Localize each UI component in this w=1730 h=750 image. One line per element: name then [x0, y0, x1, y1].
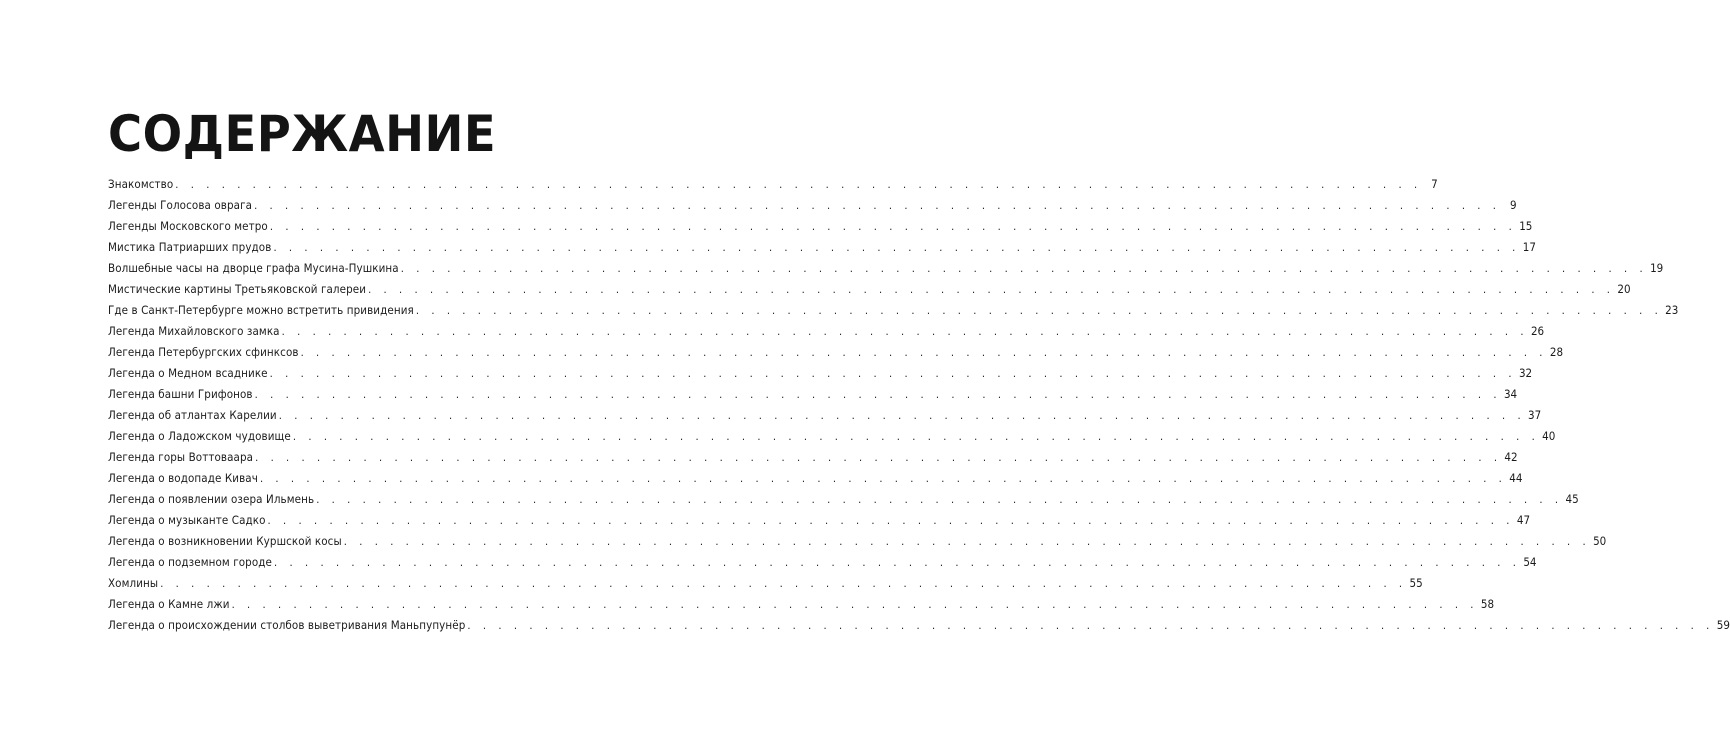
toc-dot-leader: . . . . . . . . . . . . . . . . . . . . . . . . . . . . . . . . . . . . . . . . . . . . . . . . . . . . . . . . . . . . . . . . . . . . . . . . . . . . . . . . . [368, 283, 1615, 296]
toc-entry[interactable] [108, 405, 1542, 426]
toc-entry-page-number: 9 [1509, 198, 1517, 212]
toc-dot-leader: . . . . . . . . . . . . . . . . . . . . . . . . . . . . . . . . . . . . . . . . . . . . . . . . . . . . . . . . . . . . . . . . . . . . . . . . . . . . . . . . . [274, 556, 1521, 569]
toc-entry-title: Легенда о подземном городе [108, 555, 273, 569]
toc-entry-page-number: 20 [1617, 282, 1631, 296]
toc-dot-leader: . . . . . . . . . . . . . . . . . . . . . . . . . . . . . . . . . . . . . . . . . . . . . . . . . . . . . . . . . . . . . . . . . . . . . . . . . . . . . . . . . [278, 409, 1526, 422]
toc-entry-page-number: 26 [1530, 324, 1545, 338]
toc-entry-page-number: 42 [1504, 450, 1518, 464]
toc-dot-leader: . . . . . . . . . . . . . . . . . . . . . . . . . . . . . . . . . . . . . . . . . . . . . . . . . . . . . . . . . . . . . . . . . . . . . . . . . . . . . . . . . [160, 577, 1407, 590]
toc-entry-page-number: 28 [1549, 345, 1564, 359]
toc-entry-title: Легенды Голосова оврага [108, 198, 253, 212]
toc-dot-leader: . . . . . . . . . . . . . . . . . . . . . . . . . . . . . . . . . . . . . . . . . . . . . . . . . . . . . . . . . . . . . . . . . . . . . . . . . . . . . . . . . [254, 199, 1501, 212]
toc-entry-title: Мистика Патриарших прудов [108, 240, 272, 254]
toc-entry-page-number: 19 [1650, 261, 1664, 275]
toc-entry-page-number: 45 [1565, 492, 1579, 506]
toc-entry-title: Легенда о Ладожском чудовище [108, 429, 291, 443]
toc-entry[interactable] [108, 342, 1564, 363]
toc-entry-page-number: 59 [1716, 618, 1730, 632]
toc-entry-page-number: 15 [1519, 219, 1533, 233]
toc-entry-page-number: 54 [1523, 555, 1537, 569]
toc-entry-page-number: 37 [1528, 408, 1542, 422]
toc-entry-title: Волшебные часы на дворце графа Мусина-Пушкина [108, 261, 399, 275]
toc-entry-page-number: 32 [1518, 366, 1533, 380]
toc-entry[interactable] [108, 447, 1518, 468]
toc-dot-leader: . . . . . . . . . . . . . . . . . . . . . . . . . . . . . . . . . . . . . . . . . . . . . . . . . . . . . . . . . . . . . . . . . . . . . . . . . . . . . . . . . [400, 262, 1648, 275]
toc-entry-page-number: 34 [1503, 387, 1518, 401]
toc-entry[interactable] [108, 195, 1517, 216]
toc-entry-page-number: 17 [1522, 240, 1536, 254]
toc-entry-page-number: 58 [1480, 597, 1495, 611]
toc-entry-title: Легенда о возникновении Куршской косы [108, 534, 342, 548]
toc-entry-page-number: 47 [1516, 513, 1531, 527]
toc-entry[interactable] [108, 531, 1607, 552]
toc-entry[interactable] [108, 279, 1631, 300]
toc-entry[interactable] [108, 615, 1730, 636]
toc-dot-leader: . . . . . . . . . . . . . . . . . . . . . . . . . . . . . . . . . . . . . . . . . . . . . . . . . . . . . . . . . . . . . . . . . . . . . . . . . . . . . . . . . [255, 451, 1502, 464]
toc-entry-page-number: 23 [1665, 303, 1679, 317]
toc-entry-title: Где в Санкт-Петербурге можно встретить привидения [108, 303, 414, 317]
toc-entry-title: Мистические картины Третьяковской галереи [108, 282, 367, 296]
toc-entry[interactable] [108, 573, 1423, 594]
toc-entry-page-number: 40 [1542, 429, 1556, 443]
toc-entry-title: Легенды Московского метро [108, 219, 268, 233]
toc-dot-leader: . . . . . . . . . . . . . . . . . . . . . . . . . . . . . . . . . . . . . . . . . . . . . . . . . . . . . . . . . . . . . . . . . . . . . . . . . . . . . . . . . [343, 535, 1591, 548]
toc-entry[interactable] [108, 363, 1533, 384]
toc-entry-title: Легенда о музыканте Садко [108, 513, 266, 527]
table-of-contents [108, 174, 1730, 636]
toc-entry-title: Легенда башни Грифонов [108, 387, 253, 401]
toc-entry-page-number: 50 [1593, 534, 1607, 548]
toc-entry[interactable] [108, 300, 1679, 321]
toc-entry-title: Легенда о происхождении столбов выветривания Маньпупунёр [108, 618, 466, 632]
toc-entry-title: Легенда горы Воттоваара [108, 450, 254, 464]
toc-entry[interactable] [108, 237, 1536, 258]
toc-dot-leader: . . . . . . . . . . . . . . . . . . . . . . . . . . . . . . . . . . . . . . . . . . . . . . . . . . . . . . . . . . . . . . . . . . . . . . . . . . . . . . . . . [281, 325, 1529, 338]
toc-entry-title: Легенда о Камне лжи [108, 597, 230, 611]
toc-dot-leader: . . . . . . . . . . . . . . . . . . . . . . . . . . . . . . . . . . . . . . . . . . . . . . . . . . . . . . . . . . . . . . . . . . . . . . . . . . . . . . . . . [316, 493, 1563, 506]
toc-dot-leader: . . . . . . . . . . . . . . . . . . . . . . . . . . . . . . . . . . . . . . . . . . . . . . . . . . . . . . . . . . . . . . . . . . . . . . . . . . . . . . . . . [269, 367, 1517, 380]
toc-entry-title: Легенда об атлантах Карелии [108, 408, 277, 422]
toc-dot-leader: . . . . . . . . . . . . . . . . . . . . . . . . . . . . . . . . . . . . . . . . . . . . . . . . . . . . . . . . . . . . . . . . . . . . . . . . . . . . . . . . . [269, 220, 1517, 233]
toc-entry[interactable] [108, 489, 1579, 510]
toc-entry[interactable] [108, 510, 1531, 531]
toc-entry-title: Легенда о водопаде Кивач [108, 471, 258, 485]
toc-dot-leader: . . . . . . . . . . . . . . . . . . . . . . . . . . . . . . . . . . . . . . . . . . . . . . . . . . . . . . . . . . . . . . . . . . . . . . . . . . . . . . . . . [300, 346, 1548, 359]
page-title: СОДЕРЖАНИЕ [108, 104, 497, 163]
toc-entry-title: Хомлины [108, 576, 159, 590]
toc-dot-leader: . . . . . . . . . . . . . . . . . . . . . . . . . . . . . . . . . . . . . . . . . . . . . . . . . . . . . . . . . . . . . . . . . . . . . . . . . . . . . . . . . [231, 598, 1479, 611]
toc-entry[interactable] [108, 426, 1556, 447]
toc-entry-title: Легенда Петербургских сфинксов [108, 345, 299, 359]
toc-entry-page-number: 44 [1509, 471, 1523, 485]
toc-entry-page-number: 7 [1431, 177, 1438, 191]
toc-entry[interactable] [108, 321, 1545, 342]
toc-entry[interactable] [108, 468, 1523, 489]
toc-dot-leader: . . . . . . . . . . . . . . . . . . . . . . . . . . . . . . . . . . . . . . . . . . . . . . . . . . . . . . . . . . . . . . . . . . . . . . . . . . . . . . . . . [175, 178, 1422, 191]
toc-entry-title: Знакомство [108, 177, 174, 191]
toc-entry-page-number: 55 [1409, 576, 1423, 590]
toc-dot-leader: . . . . . . . . . . . . . . . . . . . . . . . . . . . . . . . . . . . . . . . . . . . . . . . . . . . . . . . . . . . . . . . . . . . . . . . . . . . . . . . . . [254, 388, 1502, 401]
toc-entry[interactable] [108, 552, 1537, 573]
toc-entry[interactable] [108, 174, 1438, 195]
toc-dot-leader: . . . . . . . . . . . . . . . . . . . . . . . . . . . . . . . . . . . . . . . . . . . . . . . . . . . . . . . . . . . . . . . . . . . . . . . . . . . . . . . . . [467, 619, 1714, 632]
toc-entry-title: Легенда Михайловского замка [108, 324, 280, 338]
toc-entry-title: Легенда о появлении озера Ильмень [108, 492, 315, 506]
toc-entry[interactable] [108, 216, 1533, 237]
toc-dot-leader: . . . . . . . . . . . . . . . . . . . . . . . . . . . . . . . . . . . . . . . . . . . . . . . . . . . . . . . . . . . . . . . . . . . . . . . . . . . . . . . . . [267, 514, 1515, 527]
toc-entry-title: Легенда о Медном всаднике [108, 366, 268, 380]
toc-dot-leader: . . . . . . . . . . . . . . . . . . . . . . . . . . . . . . . . . . . . . . . . . . . . . . . . . . . . . . . . . . . . . . . . . . . . . . . . . . . . . . . . . [273, 241, 1520, 254]
toc-dot-leader: . . . . . . . . . . . . . . . . . . . . . . . . . . . . . . . . . . . . . . . . . . . . . . . . . . . . . . . . . . . . . . . . . . . . . . . . . . . . . . . . . [259, 472, 1507, 485]
toc-dot-leader: . . . . . . . . . . . . . . . . . . . . . . . . . . . . . . . . . . . . . . . . . . . . . . . . . . . . . . . . . . . . . . . . . . . . . . . . . . . . . . . . . [415, 304, 1663, 317]
toc-entry[interactable] [108, 594, 1495, 615]
toc-entry[interactable] [108, 258, 1664, 279]
toc-entry[interactable] [108, 384, 1518, 405]
toc-dot-leader: . . . . . . . . . . . . . . . . . . . . . . . . . . . . . . . . . . . . . . . . . . . . . . . . . . . . . . . . . . . . . . . . . . . . . . . . . . . . . . . . . [292, 430, 1540, 443]
